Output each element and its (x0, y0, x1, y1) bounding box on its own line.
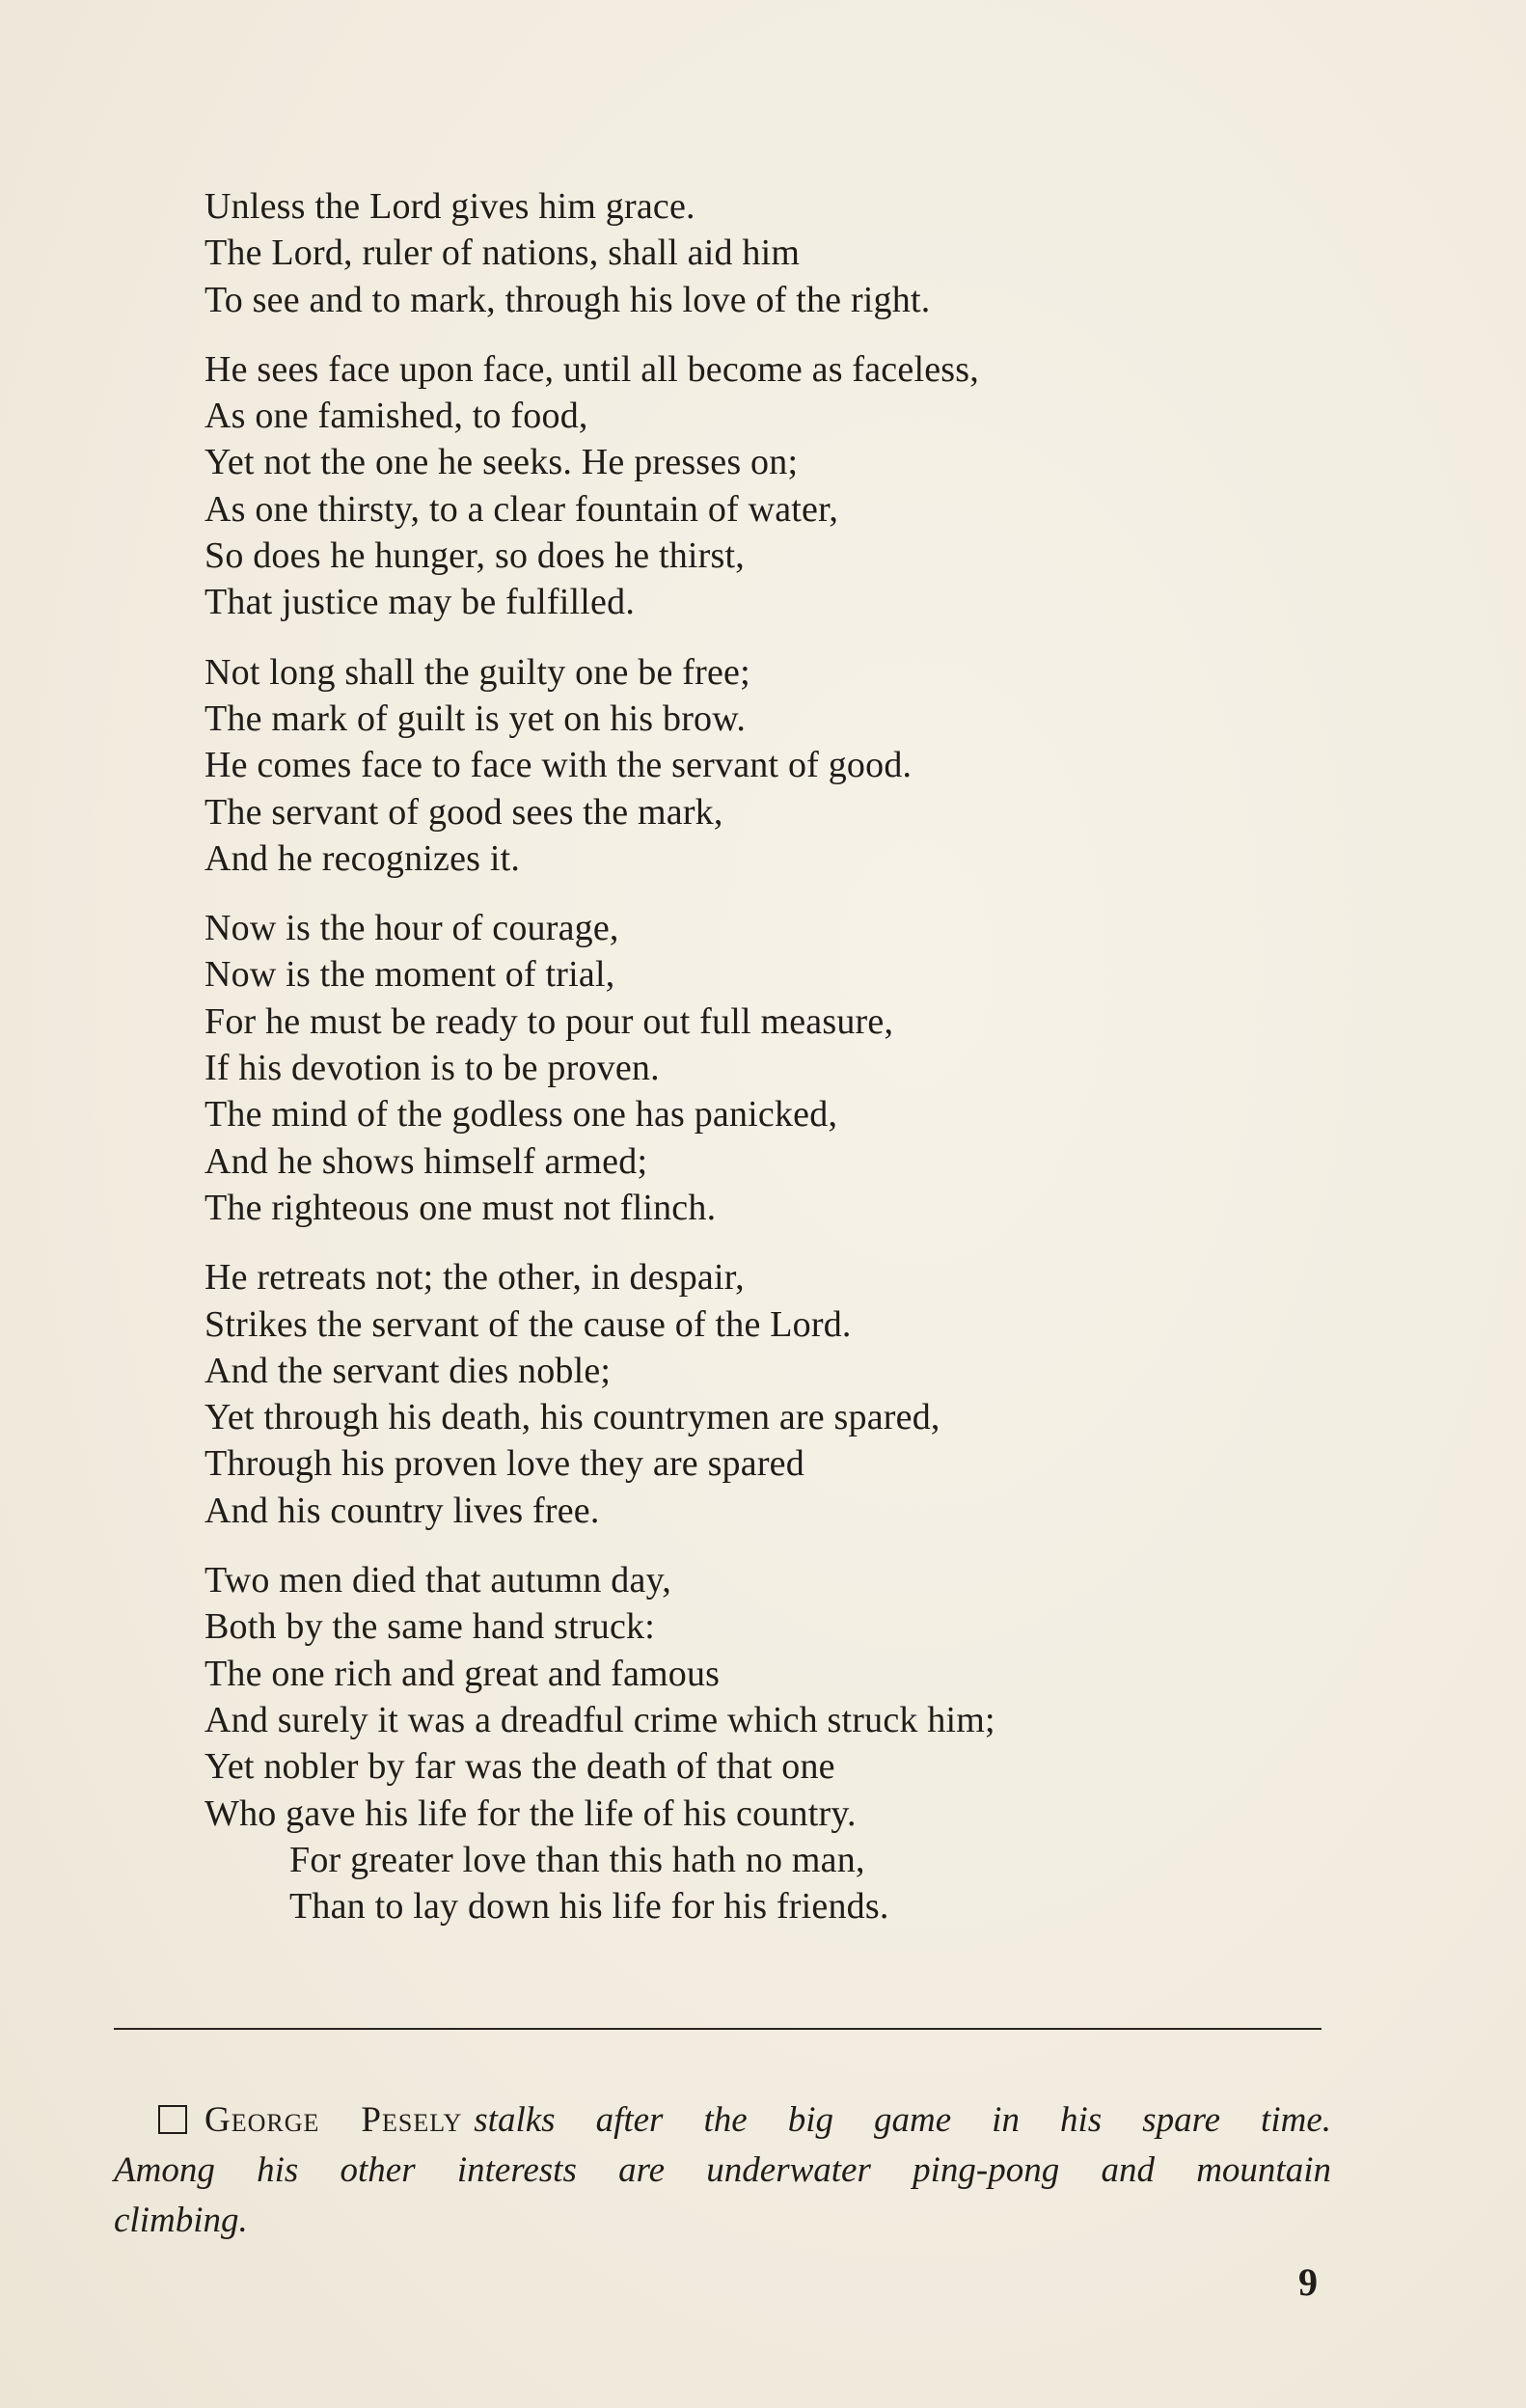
poem-line: The one rich and great and famous (204, 1653, 721, 1694)
stanza-4 (204, 905, 1362, 1231)
section-divider (114, 2028, 1322, 2030)
poem-line: Strikes the servant of the cause of the Lord. (204, 1303, 852, 1345)
poem-line: Unless the Lord gives him grace. (204, 186, 695, 227)
stanza-3 (204, 649, 1362, 882)
poem-line: And the servant dies noble; (204, 1350, 612, 1391)
poem-line: Now is the moment of trial, (204, 954, 615, 996)
bio-line-2: Among his other interests are underwater ping-pong and mountain (114, 2150, 1331, 2190)
poem-line: As one thirsty, to a clear fountain of water, (204, 488, 839, 530)
poem-line: The mind of the godless one has panicked, (204, 1094, 838, 1136)
poem-line: Yet not the one he seeks. He presses on; (204, 442, 799, 483)
poem-line: Two men died that autumn day, (204, 1560, 672, 1601)
poem-line: The mark of guilt is yet on his brow. (204, 698, 747, 739)
page-number: 9 (1298, 2260, 1318, 2304)
poem-line: Now is the hour of courage, (204, 908, 619, 949)
poem-line: Both by the same hand struck: (204, 1606, 655, 1648)
poem-line: He comes face to face with the servant of good. (204, 745, 913, 786)
bio-text: stalks after the big game in his spare time. (474, 2100, 1331, 2140)
author-bio (114, 2095, 1331, 2246)
poem-line: The righteous one must not flinch. (204, 1187, 717, 1228)
bio-line-1 (114, 2095, 1331, 2146)
poem-line-indented: Than to lay down his life for his friends. (289, 1886, 889, 1928)
poem-line: To see and to mark, through his love of the right. (204, 279, 931, 320)
poem-line: Who gave his life for the life of his country. (204, 1792, 857, 1834)
poem-line: Yet nobler by far was the death of that one (204, 1746, 835, 1788)
poem-line: And surely it was a dreadful crime which struck him; (204, 1699, 995, 1740)
poem-line: As one famished, to food, (204, 396, 588, 437)
poem-line: The servant of good sees the mark, (204, 791, 723, 833)
poem-line: He sees face upon face, until all become as faceless, (204, 348, 979, 390)
poem (204, 183, 1362, 1953)
poem-line: The Lord, ruler of nations, shall aid him (204, 233, 801, 274)
poem-line: That justice may be fulfilled. (204, 582, 636, 623)
bullet-box-icon (158, 2105, 187, 2134)
poem-line: Through his proven love they are spared (204, 1443, 804, 1485)
stanza-1 (204, 183, 1362, 323)
poem-line: So does he hunger, so does he thirst, (204, 535, 745, 577)
author-name: George Pesely (204, 2100, 463, 2140)
bio-line-3: climbing. (114, 2201, 248, 2240)
stanza-2 (204, 346, 1362, 626)
poem-line: Yet through his death, his countrymen are spared, (204, 1397, 940, 1438)
poem-line: For he must be ready to pour out full measure, (204, 1000, 894, 1042)
poem-line: And he shows himself armed; (204, 1140, 648, 1182)
stanza-5 (204, 1254, 1362, 1534)
poem-line: And his country lives free. (204, 1490, 600, 1531)
poem-line-indented: For greater love than this hath no man, (289, 1839, 865, 1880)
stanza-6 (204, 1557, 1362, 1929)
poem-line: If his devotion is to be proven. (204, 1048, 660, 1089)
poem-line: And he recognizes it. (204, 837, 521, 879)
poem-line: He retreats not; the other, in despair, (204, 1257, 745, 1299)
poem-line: Not long shall the guilty one be free; (204, 651, 750, 693)
